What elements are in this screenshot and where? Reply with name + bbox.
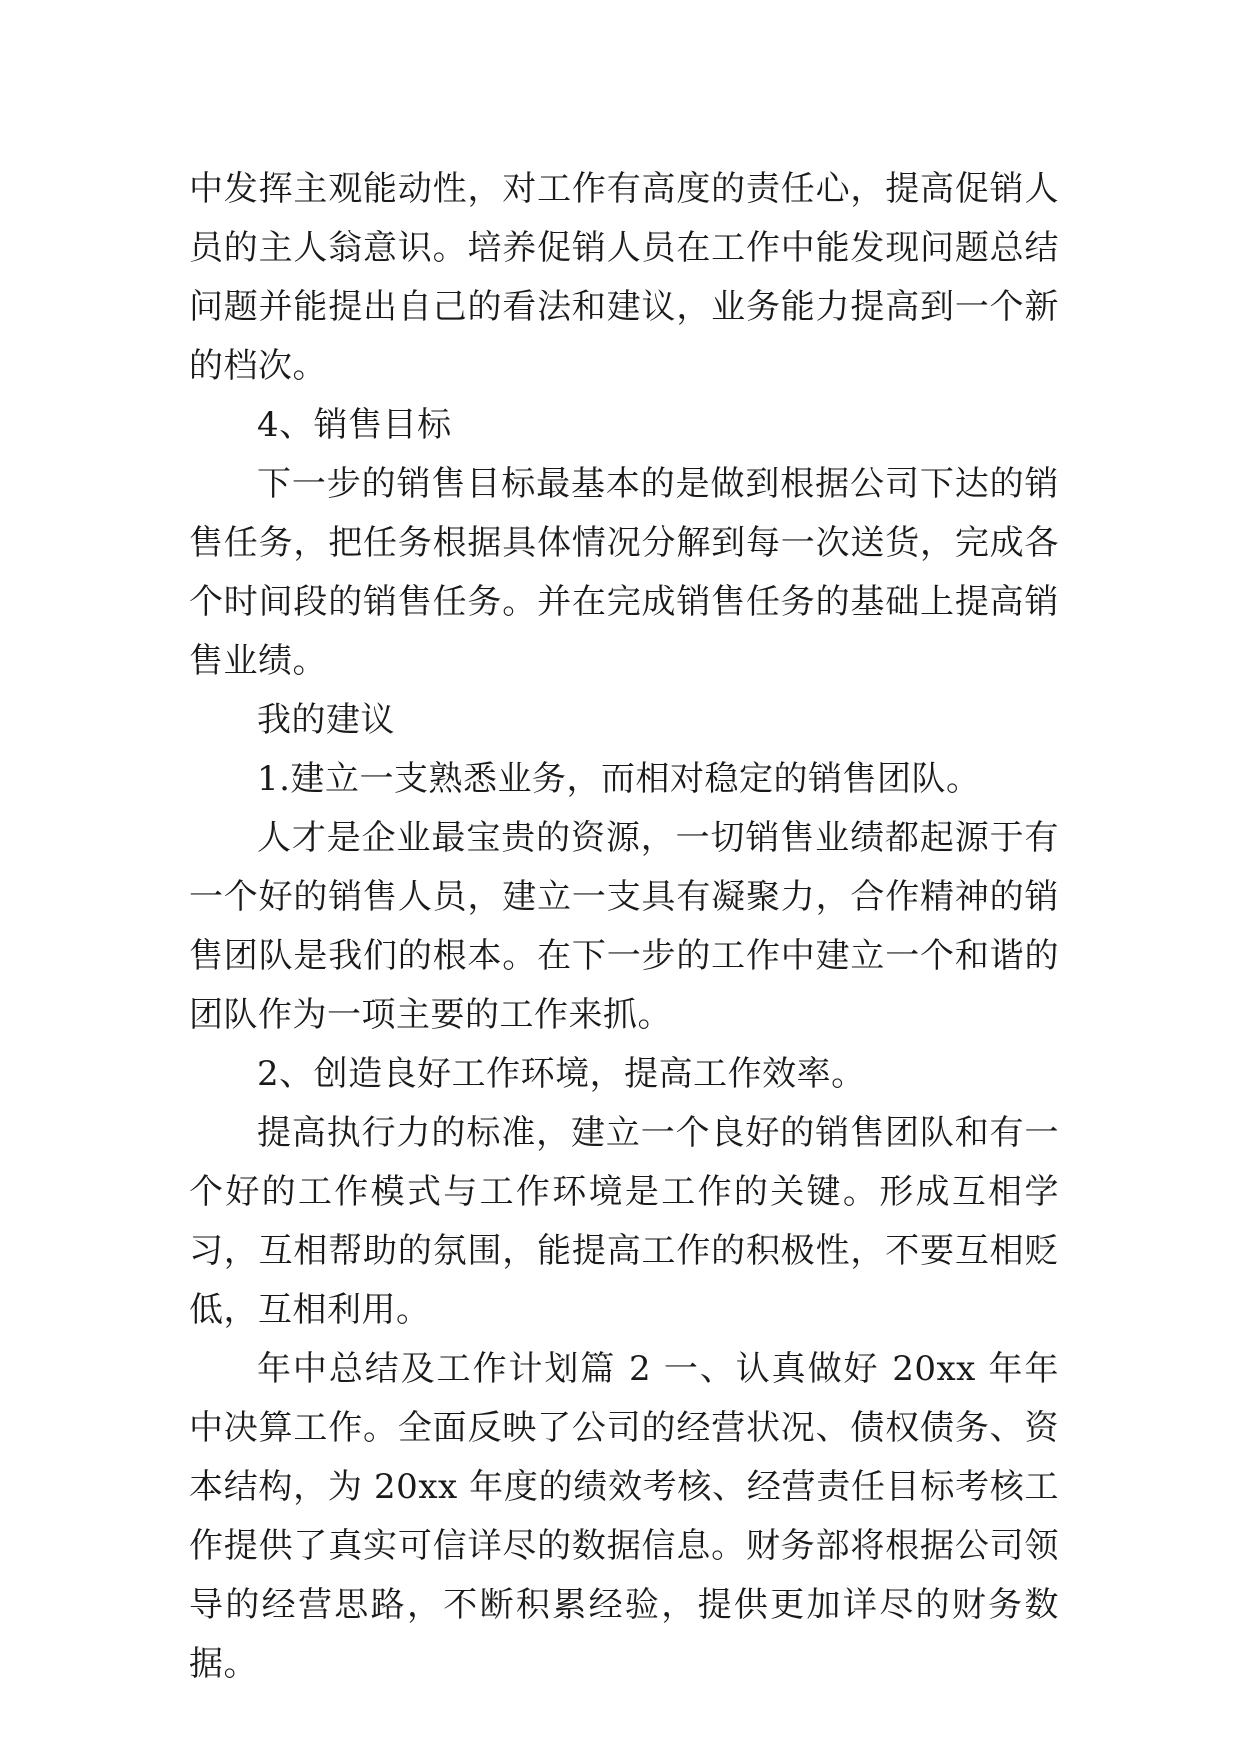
paragraph-suggestion-2: 提高执行力的标准，建立一个良好的销售团队和有一个好的工作模式与工作环境是工作的关键。形成互相学习，互相帮助的氛围，能提高工作的积极性，不要互相贬低，互相利用。: [189, 1113, 1059, 1330]
paragraph-suggestion-1: 人才是企业最宝贵的资源，一切销售业绩都起源于有一个好的销售人员，建立一支具有凝聚力，合作精神的销售团队是我们的根本。在下一步的工作中建立一个和谐的团队作为一项主要的工作来抓。: [189, 818, 1059, 1035]
heading-suggestion-1: 1.建立一支熟悉业务，而相对稳定的销售团队。: [257, 759, 981, 799]
heading-suggestion-2: 2、创造良好工作环境，提高工作效率。: [257, 1054, 866, 1094]
heading-sales-target: 4、销售目标: [257, 405, 452, 445]
paragraph-sales-target: 下一步的销售目标最基本的是做到根据公司下达的销售任务，把任务根据具体情况分解到每一次送货，完成各个时间段的销售任务。并在完成销售任务的基础上提高销售业绩。: [189, 464, 1059, 681]
heading-my-suggestions: 我的建议: [257, 700, 395, 740]
paragraph-summary-2: 年中总结及工作计划篇 2 一、认真做好 20xx 年年中决算工作。全面反映了公司的经营状况、债权债务、资本结构，为 20xx 年度的绩效考核、经营责任目标考核工作提供了真实可信详尽的数据信息。财务部将根据公司领导的经营思路，不断积累经验，提供更加详尽的财务数据。: [189, 1349, 1059, 1684]
paragraph-continuation: 中发挥主观能动性，对工作有高度的责任心，提高促销人员的主人翁意识。培养促销人员在工作中能发现问题总结问题并能提出自己的看法和建议，业务能力提高到一个新的档次。: [189, 169, 1059, 386]
document-body: [189, 160, 1059, 1694]
